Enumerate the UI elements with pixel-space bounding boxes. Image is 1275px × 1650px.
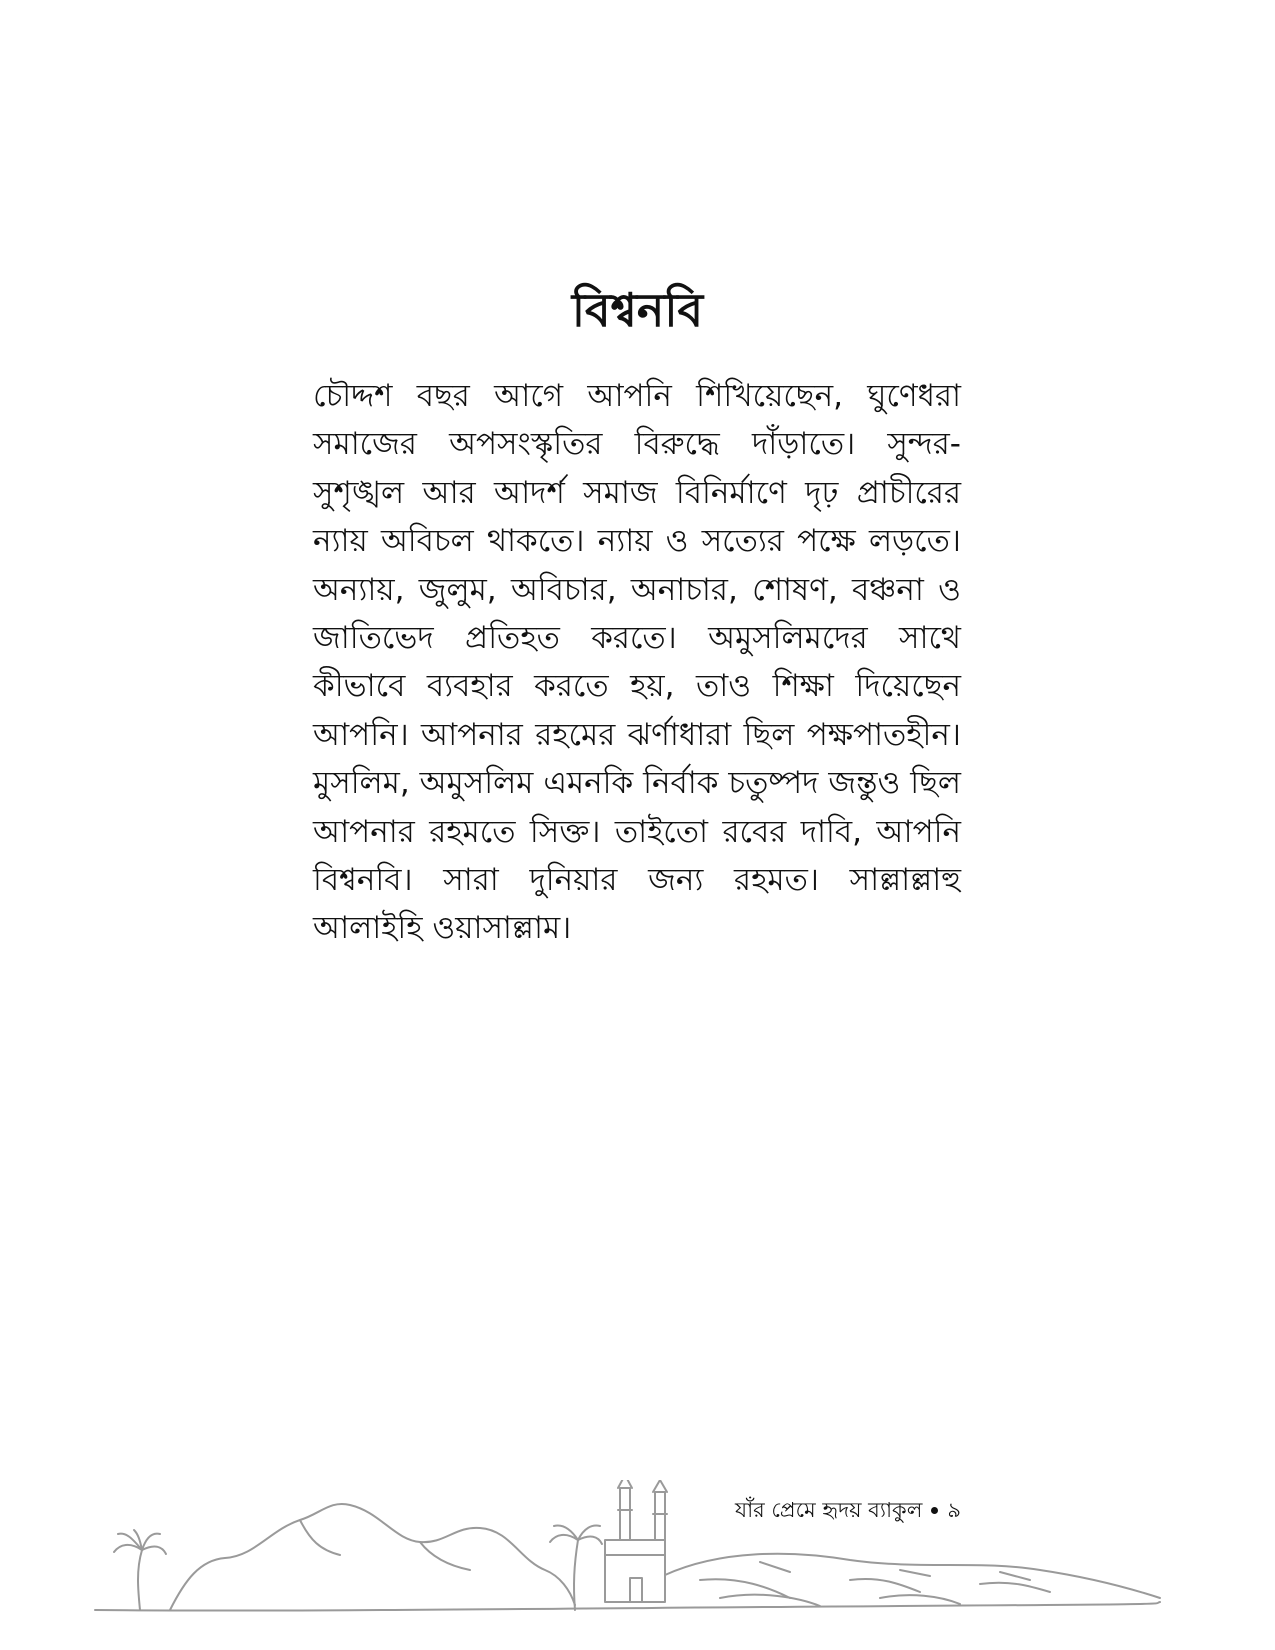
minaret-right	[653, 1480, 667, 1540]
chapter-title: বিশ্বনবি	[571, 283, 704, 337]
ground-line	[95, 1602, 1160, 1611]
dunes-right	[665, 1554, 1160, 1598]
body-paragraph: চৌদ্দশ বছর আগে আপনি শিখিয়েছেন, ঘুণেধরা সমাজের অপসংস্কৃতির বিরুদ্ধে দাঁড়াতে। সুন্দর-সুশৃঙ্খল আর আদর্শ সমাজ বিনির্মাণে দৃঢ় প্রাচীরের ন্যায় অবিচল থাকতে। ন্যায় ও সত্যের পক্ষে লড়তে। অন্যায়, জুলুম, অবিচার, অনাচার, শোষণ, বঞ্চনা ও জাতিভেদ প্রতিহত করতে। অমুসলিমদের সাথে কীভাবে ব্যবহার করতে হয়, তাও শিক্ষা দিয়েছেন আপনি। আপনার রহমের ঝর্ণাধারা ছিল পক্ষপাতহীন। মুসলিম, অমুসলিম এমনকি নির্বাক চতুষ্পদ জন্তুও ছিল আপনার রহমতে সিক্ত। তাইতো রবের দাবি, আপনি বিশ্বনবি। সারা দুনিয়ার জন্য রহমত। সাল্লাল্লাহু আলাইহি ওয়াসাল্লাম।	[313, 378, 961, 947]
landscape-mountains-palms-kaaba-icon	[0, 1480, 1275, 1650]
footer-page-number: ৯	[947, 1498, 962, 1522]
footer-book-title: যাঁর প্রেমে হৃদয় ব্যাকুল	[735, 1498, 923, 1522]
minaret-left	[618, 1480, 632, 1540]
palm-tree-middle	[550, 1526, 602, 1610]
mountain-range	[170, 1504, 575, 1610]
palm-tree-left	[114, 1530, 166, 1610]
kaaba	[605, 1540, 665, 1602]
